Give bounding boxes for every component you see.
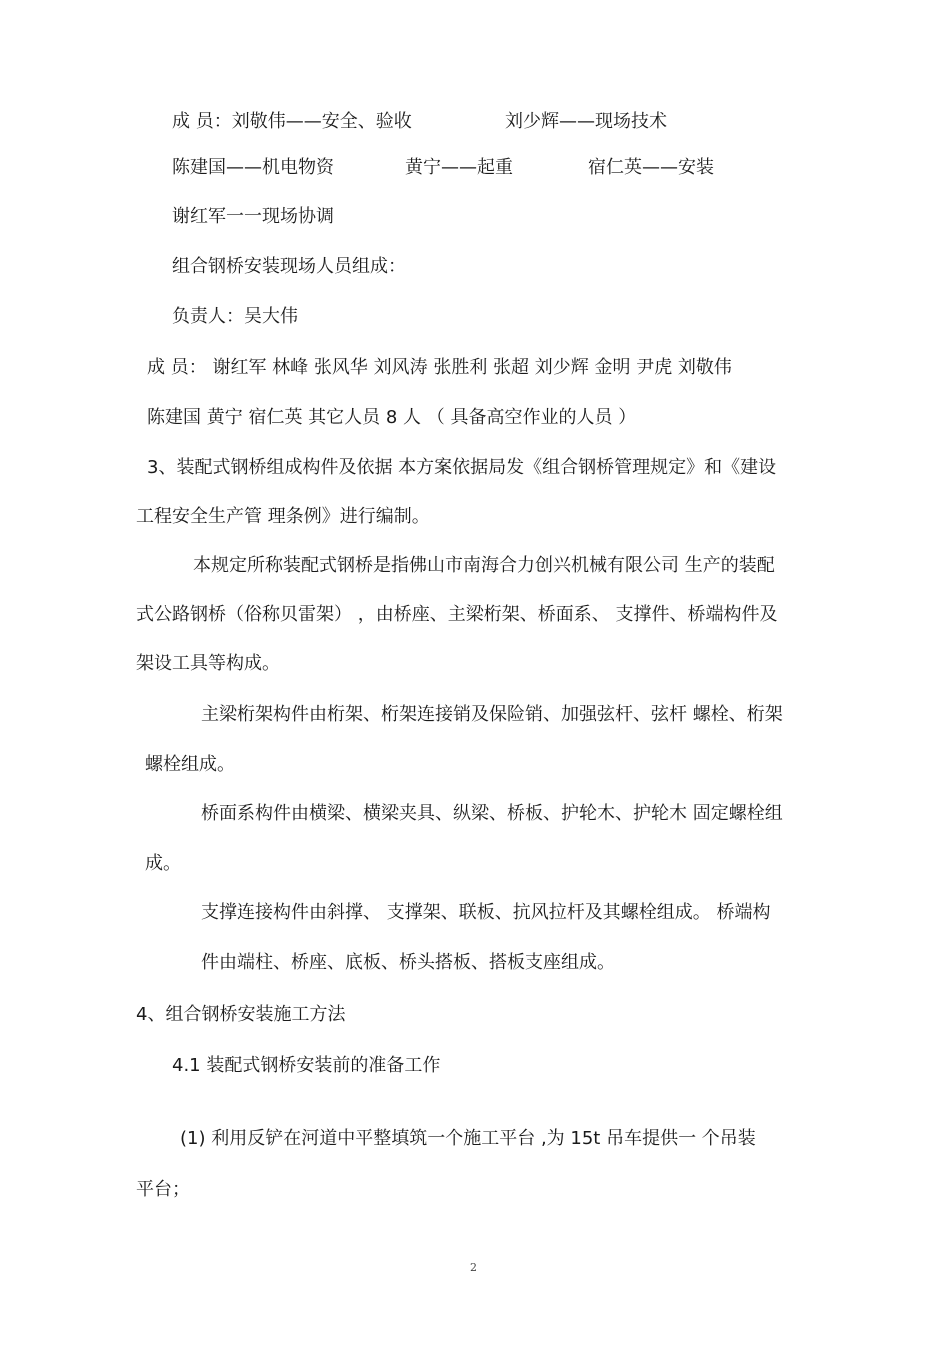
member-line-1: 成 员：刘敬伟——安全、验收 — [172, 111, 412, 132]
member-line-2a: 陈建国——机电物资 — [172, 157, 334, 178]
section-heading-site-team: 组合钢桥安装现场人员组成： — [172, 256, 406, 277]
para-2-line-2: 螺栓组成。 — [145, 754, 235, 775]
section-4-1-heading: 4.1 装配式钢桥安装前的准备工作 — [172, 1055, 441, 1076]
section-3-heading: 3、装配式钢桥组成构件及依据 本方案依据局发《组合钢桥管理规定》和《建设 — [147, 457, 777, 478]
page-number: 2 — [470, 1261, 477, 1274]
para-2-line-1: 主梁桁架构件由桁架、桁架连接销及保险销、加强弦杆、弦杆 螺栓、桁架 — [201, 704, 783, 725]
member-line-2c: 宿仁英——安装 — [588, 157, 714, 178]
person-in-charge: 负责人：吴大伟 — [172, 306, 298, 327]
team-members-line-1: 成 员： 谢红军 林峰 张风华 刘风涛 张胜利 张超 刘少辉 金明 尹虎 刘敬伟 — [147, 357, 732, 378]
team-members-line-2: 陈建国 黄宁 宿仁英 其它人员 8 人 （ 具备高空作业的人员 ） — [147, 407, 637, 428]
para-1-line-3: 架设工具等构成。 — [136, 653, 280, 674]
member-line-3: 谢红军一一现场协调 — [172, 206, 334, 227]
member-line-1b: 刘少辉——现场技术 — [505, 111, 667, 132]
para-1-line-2: 式公路钢桥（俗称贝雷架） ，由桥座、主梁桁架、桥面系、 支撑件、桥端构件及 — [136, 604, 778, 625]
para-3-line-1: 桥面系构件由横梁、横梁夹具、纵梁、桥板、护轮木、护轮木 固定螺栓组 — [201, 803, 783, 824]
step-1-line-2: 平台； — [136, 1179, 190, 1200]
member-line-2b: 黄宁——起重 — [405, 157, 513, 178]
section-3-line-2: 工程安全生产管 理条例》进行编制。 — [136, 506, 430, 527]
para-1-line-1: 本规定所称装配式钢桥是指佛山市南海合力创兴机械有限公司 生产的装配 — [193, 555, 775, 576]
step-1-line-1: (1) 利用反铲在河道中平整填筑一个施工平台 ,为 15t 吊车提供一 个吊装 — [180, 1128, 756, 1149]
para-4-line-2: 件由端柱、桥座、底板、桥头搭板、搭板支座组成。 — [201, 952, 615, 973]
para-3-line-2: 成。 — [145, 853, 181, 874]
para-4-line-1: 支撑连接构件由斜撑、 支撑架、联板、抗风拉杆及其螺栓组成。 桥端构 — [201, 902, 771, 923]
section-4-heading: 4、组合钢桥安装施工方法 — [136, 1004, 346, 1025]
